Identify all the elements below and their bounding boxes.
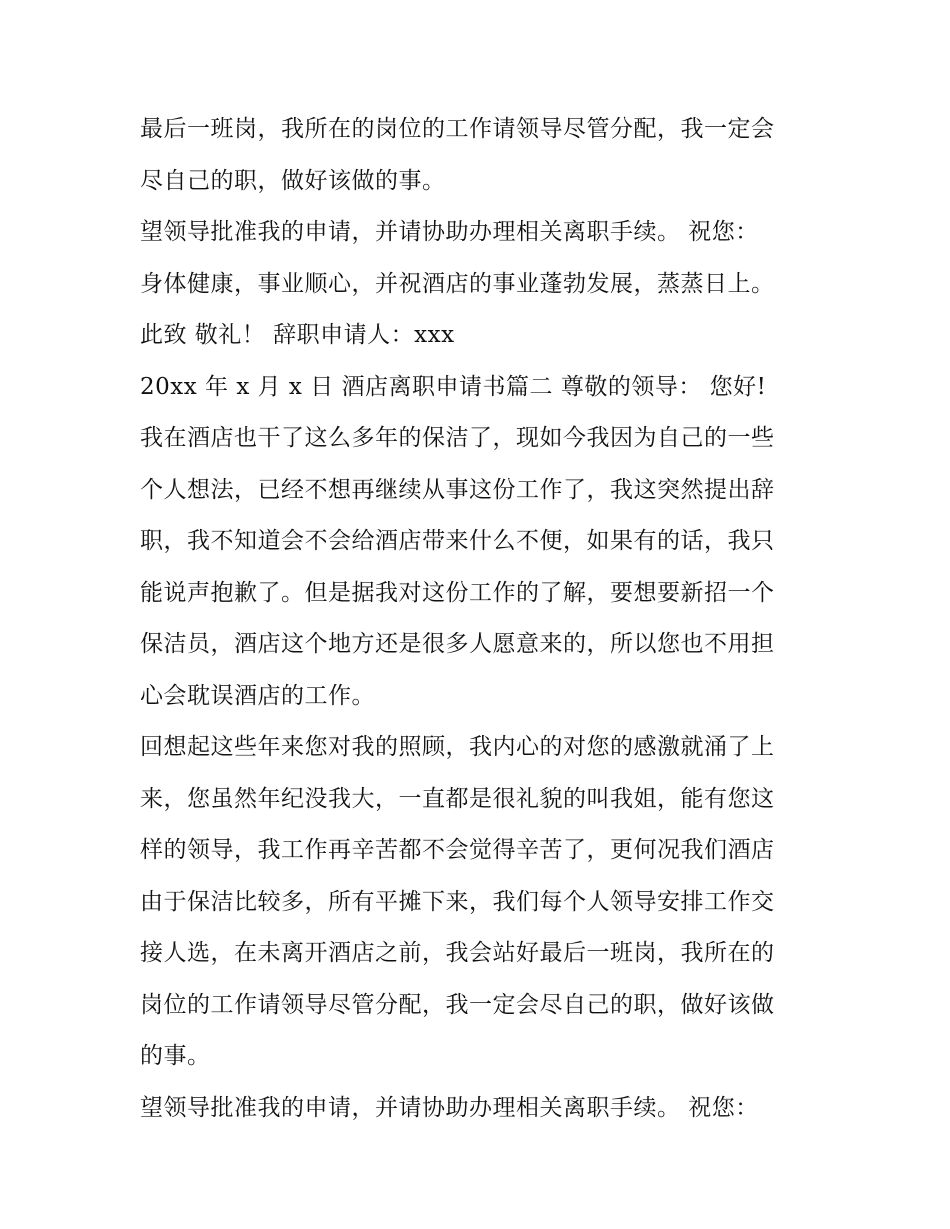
document-body	[140, 104, 830, 1134]
text-line: 能说声抱歉了。但是据我对这份工作的了解，要想要新招一个	[140, 579, 775, 606]
text-line: 尽自己的职，做好该做的事。	[140, 167, 446, 194]
text-line: 样的领导，我工作再辛苦都不会觉得辛苦了，更何况我们酒店	[140, 837, 775, 863]
text-line: 望领导批准我的申请，并请协助办理相关离职手续。 祝您：	[140, 1094, 759, 1121]
text-line: 来，您虽然年纪没我大，一直都是很礼貌的叫我姐，能有您这	[140, 785, 775, 812]
text-line: 保洁员，酒店这个地方还是很多人愿意来的，所以您也不用担	[140, 631, 775, 657]
text-line: 最后一班岗，我所在的岗位的工作请领导尽管分配，我一定会	[140, 116, 775, 142]
text-line: 身体健康，事业顺心，并祝酒店的事业蓬勃发展，蒸蒸日上。	[140, 270, 775, 297]
text-line: 20xx 年 x 月 x 日 酒店离职申请书篇二 尊敬的领导： 您好!	[140, 373, 767, 400]
text-line: 此致 敬礼！ 辞职申请人：xxx	[140, 322, 455, 348]
text-line: 的事。	[140, 1043, 211, 1069]
text-line: 望领导批准我的申请，并请协助办理相关离职手续。 祝您：	[140, 219, 759, 245]
text-line: 回想起这些年来您对我的照顾，我内心的对您的感激就涌了上	[140, 734, 775, 760]
text-line: 职，我不知道会不会给酒店带来什么不便，如果有的话，我只	[140, 528, 775, 554]
text-line: 由于保洁比较多，所有平摊下来，我们每个人领导安排工作交	[140, 888, 775, 915]
text-line: 岗位的工作请领导尽管分配，我一定会尽自己的职，做好该做	[140, 991, 775, 1018]
text-line: 个人想法，已经不想再继续从事这份工作了，我这突然提出辞	[140, 476, 775, 503]
text-line: 接人选，在未离开酒店之前，我会站好最后一班岗，我所在的	[140, 940, 775, 966]
text-line: 我在酒店也干了这么多年的保洁了，现如今我因为自己的一些	[140, 425, 775, 451]
text-line: 心会耽误酒店的工作。	[140, 682, 375, 709]
